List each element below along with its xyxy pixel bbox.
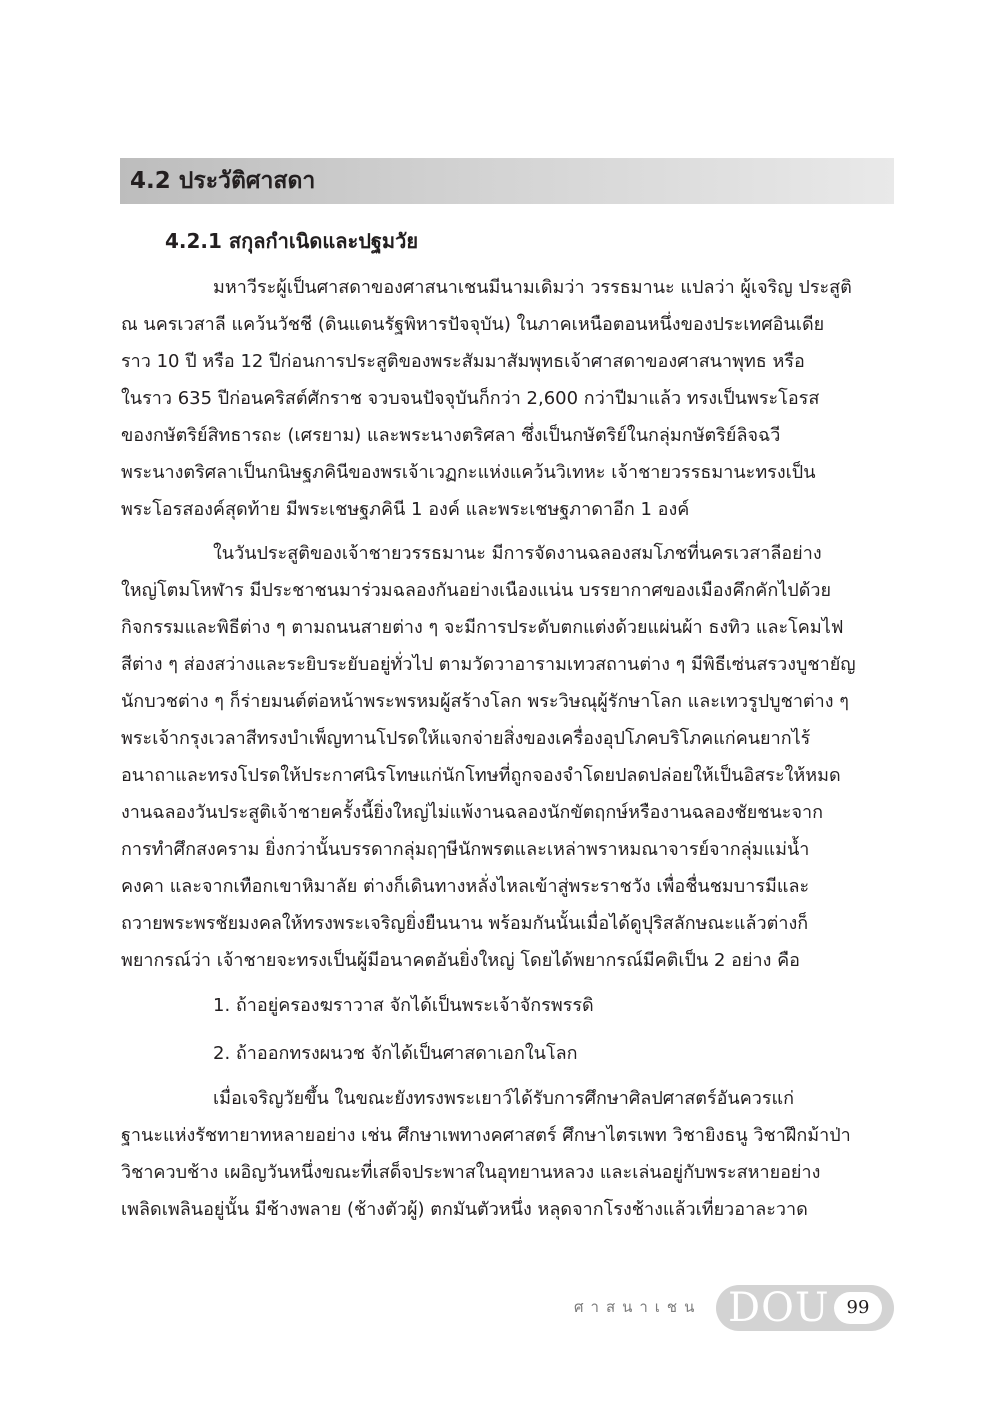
paragraph-line: เพลิดเพลินอยู่นั้น มีช้างพลาย (ช้างตัวผู้) ตกมันตัวหนึ่ง หลุดจากโรงช้างแล้วเที่ยวอาละวาด	[121, 1199, 808, 1220]
paragraph-line: วิชาควบช้าง เผอิญวันหนึ่งขณะที่เสด็จประพาสในอุทยานหลวง และเล่นอยู่กับพระสหายอย่าง	[121, 1162, 821, 1183]
list-item: 2. ถ้าออกทรงผนวช จักได้เป็นศาสดาเอกในโลก	[213, 1043, 578, 1064]
paragraph-line: ฐานะแห่งรัชทายาทหลายอย่าง เช่น ศึกษาเพทางคศาสตร์ ศึกษาไตรเพท วิชายิงธนู วิชาฝึกม้าป่า	[121, 1125, 851, 1146]
paragraph-line: ใหญ่โตมโหฬาร มีประชาชนมาร่วมฉลองกันอย่างเนืองแน่น บรรยากาศของเมืองคึกคักไปด้วย	[121, 580, 832, 601]
paragraph-line: นักบวชต่าง ๆ ก็ร่ายมนต์ต่อหน้าพระพรหมผู้สร้างโลก พระวิษณุผู้รักษาโลก และเทวรูปบูชาต่าง ๆ	[121, 691, 849, 712]
paragraph-line: ณ นครเวสาลี แคว้นวัชชี (ดินแดนรัฐพิหารปัจจุบัน) ในภาคเหนือตอนหนึ่งของประเทศอินเดีย	[121, 314, 825, 335]
paragraph-line: มหาวีระผู้เป็นศาสดาของศาสนาเชนมีนามเดิมว่า วรรธมานะ แปลว่า ผู้เจริญ ประสูติ	[213, 277, 852, 298]
paragraph-line: กิจกรรมและพิธีต่าง ๆ ตามถนนสายต่าง ๆ จะมีการประดับตกแต่งด้วยแผ่นผ้า ธงทิว และโคมไฟ	[121, 617, 844, 638]
paragraph-line: คงคา และจากเทือกเขาหิมาลัย ต่างก็เดินทางหลั่งไหลเข้าสู่พระราชวัง เพื่อชื่นชมบารมีและ	[121, 876, 810, 897]
list-item: 1. ถ้าอยู่ครองฆราวาส จักได้เป็นพระเจ้าจักรพรรดิ	[213, 995, 594, 1016]
paragraph-line: การทำศึกสงคราม ยิ่งกว่านั้นบรรดากลุ่มฤๅษีนักพรตและเหล่าพราหมณาจารย์จากลุ่มแม่น้ำ	[121, 839, 810, 860]
paragraph-line: พระเจ้ากรุงเวลาสีทรงบำเพ็ญทานโปรดให้แจกจ่ายสิ่งของเครื่องอุปโภคบริโภคแก่คนยากไร้	[121, 728, 811, 749]
paragraph-line: อนาถาและทรงโปรดให้ประกาศนิรโทษแก่นักโทษที่ถูกจองจำโดยปลดปล่อยให้เป็นอิสระให้หมด	[121, 765, 841, 786]
paragraph-line: เมื่อเจริญวัยขึ้น ในขณะยังทรงพระเยาว์ได้รับการศึกษาศิลปศาสตร์อันควรแก่	[213, 1088, 795, 1109]
paragraph-line: พระโอรสองค์สุดท้าย มีพระเชษฐภคินี 1 องค์ และพระเชษฐภาดาอีก 1 องค์	[121, 499, 690, 520]
dou-logo: DOU	[728, 1285, 830, 1331]
paragraph-line: ในราว 635 ปีก่อนคริสต์ศักราช จวบจนปัจจุบันก็กว่า 2,600 กว่าปีมาแล้ว ทรงเป็นพระโอรส	[121, 388, 820, 409]
footer-book-title: ศาสนาเชน	[574, 1298, 702, 1316]
paragraph-line: ถวายพระพรชัยมงคลให้ทรงพระเจริญยิ่งยืนนาน พร้อมกันนั้นเมื่อได้ดูปุริสลักษณะแล้วต่างก็	[121, 913, 809, 934]
paragraph-line: ของกษัตริย์สิทธารถะ (เศรยาม) และพระนางตริศลา ซึ่งเป็นกษัตริย์ในกลุ่มกษัตริย์ลิจฉวี	[121, 425, 781, 446]
paragraph-line: พระนางตริศลาเป็นกนิษฐภคินีของพรเจ้าเวฏกะแห่งแคว้นวิเทหะ เจ้าชายวรรธมานะทรงเป็น	[121, 462, 816, 483]
paragraph-line: ราว 10 ปี หรือ 12 ปีก่อนการประสูติของพระสัมมาสัมพุทธเจ้าศาสดาของศาสนาพุทธ หรือ	[121, 351, 805, 372]
subsection-title: 4.2.1 สกุลกำเนิดและปฐมวัย	[165, 229, 419, 253]
paragraph-line: พยากรณ์ว่า เจ้าชายจะทรงเป็นผู้มีอนาคตอันยิ่งใหญ่ โดยได้พยากรณ์มีคติเป็น 2 อย่าง คือ	[121, 950, 800, 971]
paragraph-line: งานฉลองวันประสูติเจ้าชายครั้งนี้ยิ่งใหญ่ไม่แพ้งานฉลองนักขัตฤกษ์หรืองานฉลองชัยชนะจาก	[121, 802, 824, 823]
section-title: 4.2 ประวัติศาสดา	[130, 168, 316, 194]
page-number: 99	[834, 1292, 882, 1324]
paragraph-line: สีต่าง ๆ ส่องสว่างและระยิบระยับอยู่ทั่วไป ตามวัดวาอารามเทวสถานต่าง ๆ มีพิธีเซ่นสรวงบูชายัญ	[121, 654, 856, 675]
paragraph-line: ในวันประสูติของเจ้าชายวรรธมานะ มีการจัดงานฉลองสมโภชที่นครเวสาลีอย่าง	[213, 543, 822, 564]
